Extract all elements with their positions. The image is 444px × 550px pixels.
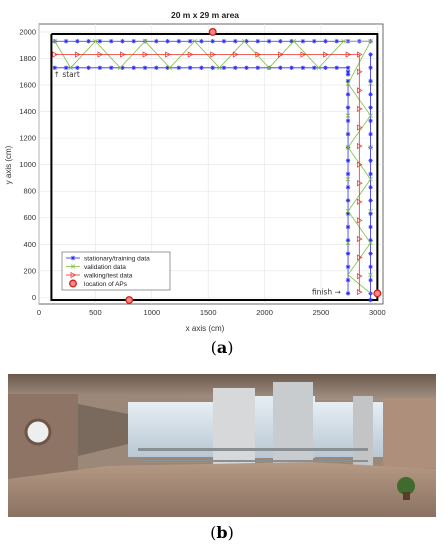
data-point (368, 92, 372, 96)
annotation-0: ↑ start (53, 70, 80, 80)
data-point (346, 198, 350, 202)
caption-a-close: ) (227, 338, 234, 357)
y-tick-label: 2000 (19, 27, 36, 37)
data-point (346, 265, 350, 269)
caption-b-letter: b (216, 523, 228, 542)
data-point (368, 172, 372, 176)
data-point (154, 66, 158, 70)
data-point (346, 251, 350, 255)
data-point (368, 298, 372, 302)
data-point (98, 66, 102, 70)
data-point (132, 66, 136, 70)
y-tick-label: 1000 (19, 160, 36, 170)
annotation-1: finish → (311, 287, 341, 297)
data-point (177, 66, 181, 70)
data-point (368, 119, 372, 123)
data-point (346, 291, 350, 295)
data-point (244, 66, 248, 70)
data-point (109, 66, 113, 70)
data-point (368, 158, 372, 162)
data-point (143, 66, 147, 70)
legend-label: validation data (84, 263, 126, 271)
data-point (188, 66, 192, 70)
data-point (368, 225, 372, 229)
data-point (346, 132, 350, 136)
y-tick-label: 800 (23, 186, 36, 196)
data-point (278, 39, 282, 43)
data-point (368, 66, 372, 70)
data-point (346, 105, 350, 109)
data-point (368, 251, 372, 255)
data-point (209, 29, 216, 36)
data-point (64, 39, 68, 43)
data-point (256, 39, 260, 43)
data-point (289, 66, 293, 70)
y-axis-label: y axis (cm) (4, 145, 13, 185)
caption-b-close: ) (227, 523, 234, 542)
caption-a (0, 338, 444, 357)
legend (62, 252, 170, 290)
y-tick-label: 1400 (19, 107, 36, 117)
data-point (165, 39, 169, 43)
legend-label: location of APs (84, 280, 127, 288)
data-point (301, 39, 305, 43)
data-point (98, 39, 102, 43)
legend-label: walking/test data (84, 272, 133, 280)
data-point (210, 39, 214, 43)
data-point (199, 39, 203, 43)
data-point (346, 66, 350, 70)
data-point (346, 172, 350, 176)
data-point (323, 39, 327, 43)
data-point (278, 66, 282, 70)
data-point (346, 185, 350, 189)
data-point (120, 39, 124, 43)
x-tick-label: 1000 (143, 308, 161, 317)
y-tick-label: 600 (23, 213, 36, 223)
data-point (368, 52, 372, 56)
data-point (346, 92, 350, 96)
y-tick-label: 200 (23, 266, 36, 276)
y-tick-label: 1200 (19, 133, 36, 143)
data-point (177, 39, 181, 43)
data-point (368, 105, 372, 109)
y-tick-label: 1800 (19, 54, 36, 64)
data-point (346, 278, 350, 282)
data-point (120, 66, 124, 70)
data-point (301, 66, 305, 70)
data-point (267, 39, 271, 43)
x-axis-label: x axis (cm) (185, 324, 225, 333)
data-point (346, 158, 350, 162)
y-tick-label: 0 (31, 292, 36, 302)
data-point (199, 66, 203, 70)
data-point (312, 39, 316, 43)
data-point (70, 280, 77, 287)
data-point (222, 66, 226, 70)
data-point (233, 66, 237, 70)
data-point (244, 39, 248, 43)
data-point (335, 39, 339, 43)
data-point (368, 278, 372, 282)
caption-b-open: ( (210, 523, 217, 542)
data-point (188, 39, 192, 43)
data-point (165, 66, 169, 70)
x-tick-label: 0 (36, 308, 42, 317)
x-tick-label: 1500 (199, 308, 217, 317)
caption-b (0, 523, 444, 542)
data-point (86, 66, 90, 70)
data-point (289, 39, 293, 43)
data-point (210, 66, 214, 70)
legend-label: stationary/training data (84, 255, 150, 263)
data-point (346, 119, 350, 123)
data-point (368, 265, 372, 269)
data-point (86, 39, 90, 43)
data-point (368, 198, 372, 202)
chart-title: 20 m x 29 m area (170, 10, 240, 20)
data-point (374, 290, 381, 297)
data-point (346, 72, 350, 76)
data-point (222, 39, 226, 43)
data-point (71, 256, 75, 260)
caption-a-letter: a (216, 338, 228, 357)
data-point (312, 66, 316, 70)
data-point (233, 39, 237, 43)
data-point (132, 39, 136, 43)
caption-a-open: ( (210, 338, 217, 357)
y-tick-label: 1600 (19, 80, 36, 90)
data-point (346, 225, 350, 229)
data-point (154, 39, 158, 43)
data-point (126, 297, 133, 304)
data-point (256, 66, 260, 70)
data-point (323, 66, 327, 70)
data-point (109, 39, 113, 43)
x-tick-label: 2500 (312, 308, 330, 317)
data-point (368, 185, 372, 189)
x-tick-label: 2000 (256, 308, 273, 317)
data-point (335, 66, 339, 70)
x-tick-label: 500 (89, 308, 102, 317)
y-tick-label: 400 (23, 239, 36, 249)
x-tick-label: 3000 (369, 308, 386, 317)
data-point (368, 132, 372, 136)
corridor-photo (8, 374, 436, 517)
data-point (75, 39, 79, 43)
